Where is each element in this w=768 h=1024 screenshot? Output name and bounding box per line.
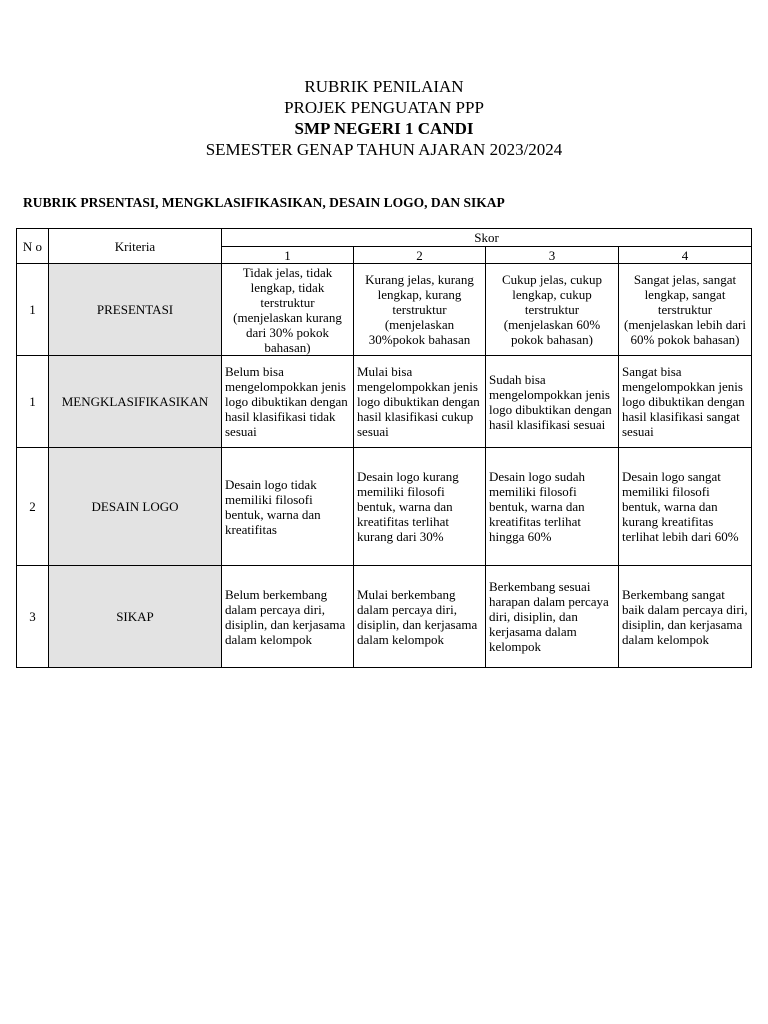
row-kriteria: PRESENTASI [49, 264, 222, 356]
header-score-3: 3 [486, 247, 619, 264]
score-cell: Belum berkembang dalam percaya diri, disiplin, dan kerjasama dalam kelompok [222, 566, 354, 668]
score-cell: Sangat bisa mengelompokkan jenis logo dibuktikan dengan hasil klasifikasi sangat sesuai [619, 356, 752, 448]
heading-title: RUBRIK PENILAIAN [304, 77, 464, 96]
row-number: 3 [17, 566, 49, 668]
score-cell: Desain logo sangat memiliki filosofi bentuk, warna dan kurang kreatifitas terlihat lebih dari 60% [619, 448, 752, 566]
table-row [17, 356, 752, 448]
header-skor: Skor [222, 229, 752, 247]
section-title: RUBRIK PRSENTASI, MENGKLASIFIKASIKAN, DESAIN LOGO, DAN SIKAP [23, 195, 505, 210]
header-score-2: 2 [354, 247, 486, 264]
row-kriteria: SIKAP [49, 566, 222, 668]
table-header-row [17, 229, 752, 247]
score-cell: Mulai bisa mengelompokkan jenis logo dibuktikan dengan hasil klasifikasi cukup sesuai [354, 356, 486, 448]
row-kriteria: DESAIN LOGO [49, 448, 222, 566]
score-cell: Kurang jelas, kurang lengkap, kurang terstruktur (menjelaskan 30%pokok bahasan [354, 264, 486, 356]
rubric-table [16, 228, 752, 668]
row-number: 2 [17, 448, 49, 566]
heading-semester: SEMESTER GENAP TAHUN AJARAN 2023/2024 [205, 140, 563, 159]
header-score-1: 1 [222, 247, 354, 264]
heading-project: PROJEK PENGUATAN PPP [284, 98, 484, 117]
score-cell: Belum bisa mengelompokkan jenis logo dibuktikan dengan hasil klasifikasi tidak sesuai [222, 356, 354, 448]
row-number: 1 [17, 356, 49, 448]
table-row [17, 566, 752, 668]
row-kriteria: MENGKLASIFIKASIKAN [49, 356, 222, 448]
table-row [17, 264, 752, 356]
score-cell: Desain logo tidak memiliki filosofi bentuk, warna dan kreatifitas [222, 448, 354, 566]
header-kriteria: Kriteria [49, 229, 222, 264]
score-cell: Berkembang sangat baik dalam percaya diri, disiplin, dan kerjasama dalam kelompok [619, 566, 752, 668]
score-cell: Desain logo sudah memiliki filosofi bentuk, warna dan kreatifitas terlihat hingga 60% [486, 448, 619, 566]
heading-school: SMP NEGERI 1 CANDI [294, 119, 474, 138]
score-cell: Sangat jelas, sangat lengkap, sangat terstruktur (menjelaskan lebih dari 60% pokok bahasan) [619, 264, 752, 356]
score-cell: Cukup jelas, cukup lengkap, cukup terstruktur (menjelaskan 60% pokok bahasan) [486, 264, 619, 356]
score-cell: Tidak jelas, tidak lengkap, tidak terstruktur (menjelaskan kurang dari 30% pokok bahasan) [222, 264, 354, 356]
table-row [17, 448, 752, 566]
document-heading [0, 76, 768, 160]
header-score-4: 4 [619, 247, 752, 264]
score-cell: Berkembang sesuai harapan dalam percaya diri, disiplin, dan kerjasama dalam kelompok [486, 566, 619, 668]
header-no: N o [17, 229, 49, 264]
score-cell: Desain logo kurang memiliki filosofi bentuk, warna dan kreatifitas terlihat kurang dari 30% [354, 448, 486, 566]
score-cell: Mulai berkembang dalam percaya diri, disiplin, dan kerjasama dalam kelompok [354, 566, 486, 668]
row-number: 1 [17, 264, 49, 356]
score-cell: Sudah bisa mengelompokkan jenis logo dibuktikan dengan hasil klasifikasi sesuai [486, 356, 619, 448]
